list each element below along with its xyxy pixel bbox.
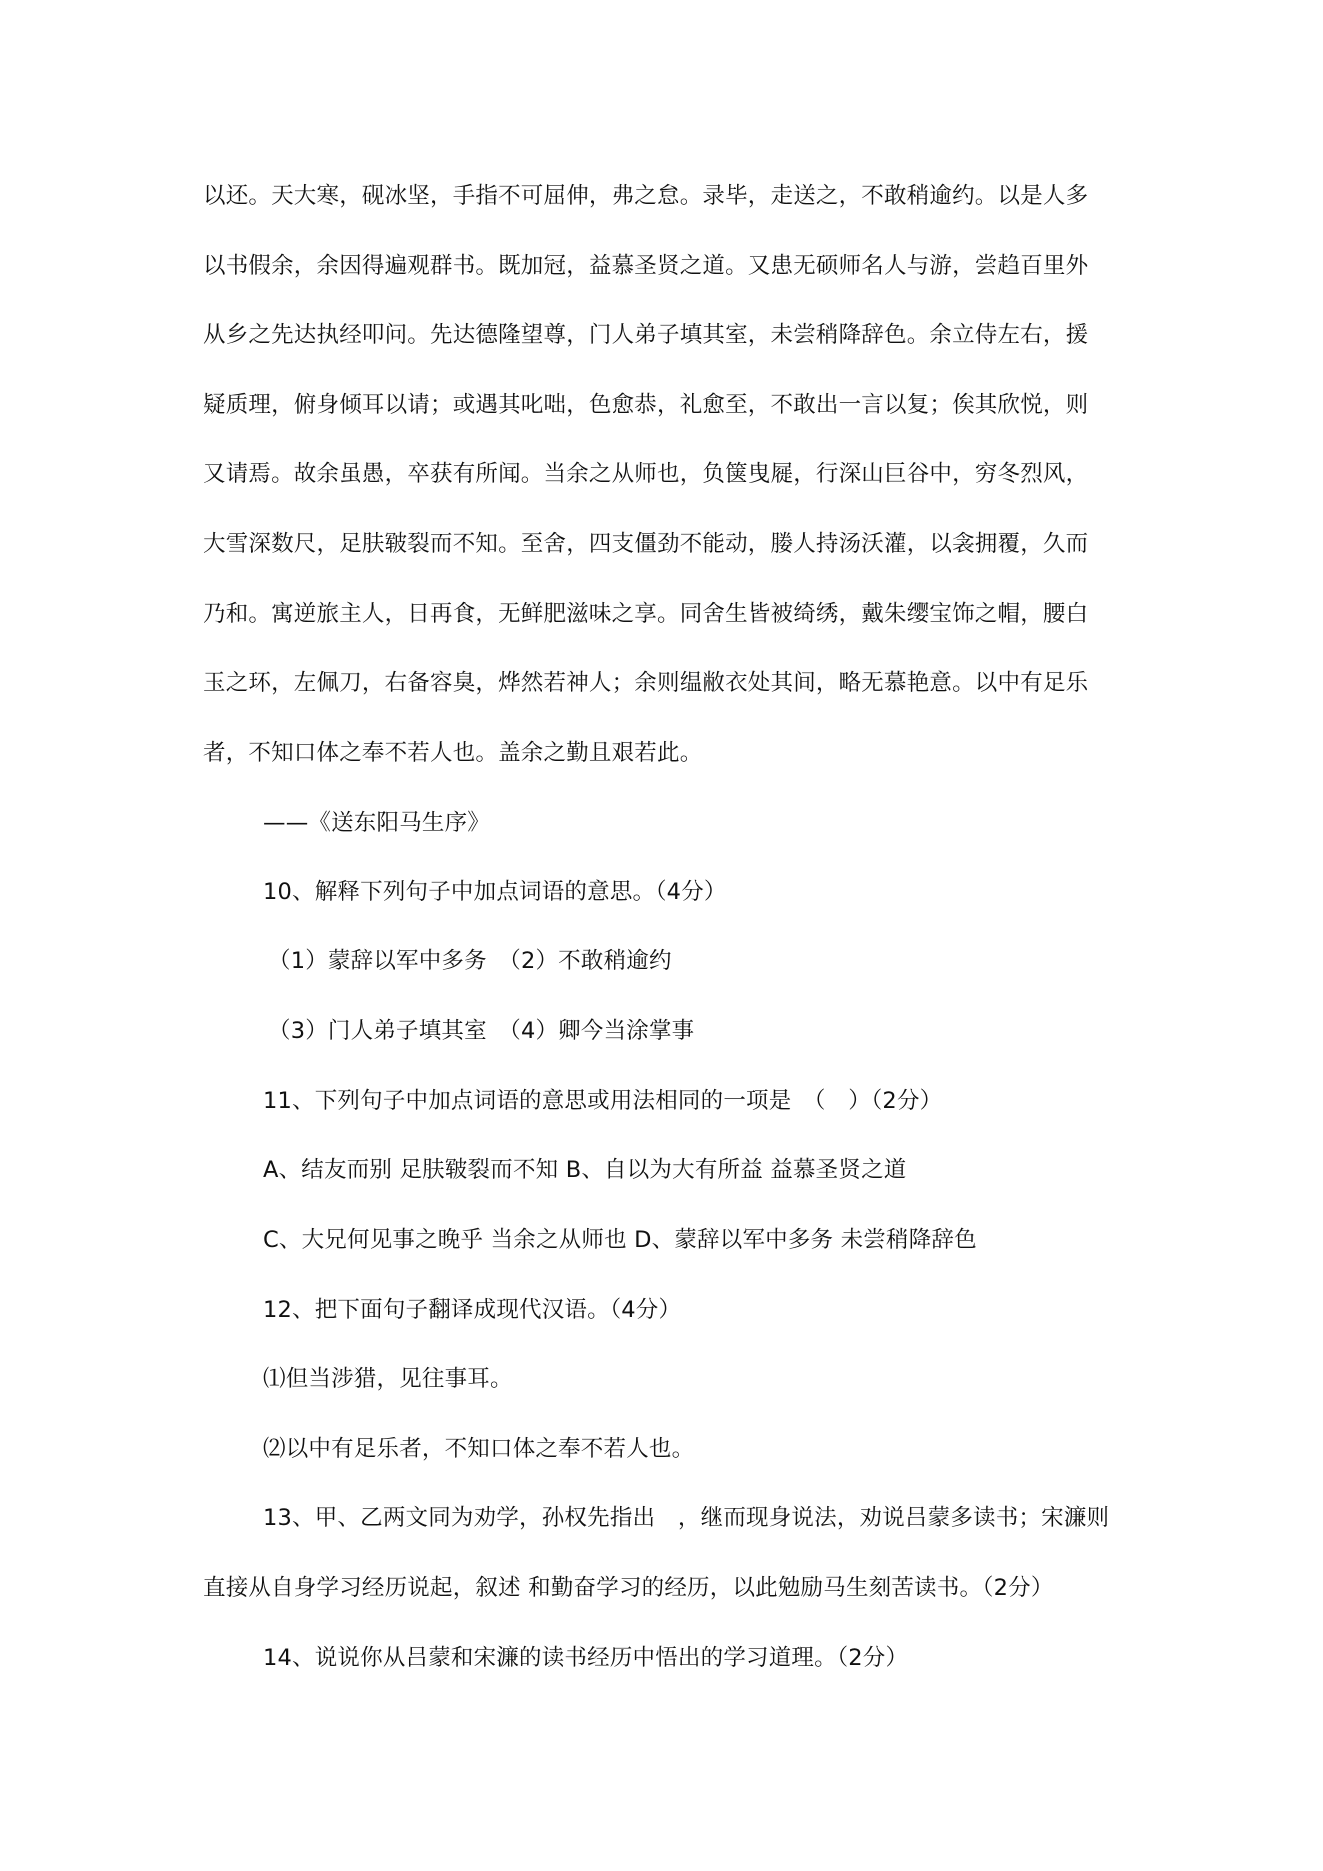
question-10-row-2: （3）门人弟子填其室 （4）卿今当涂掌事 (268, 1018, 695, 1044)
passage-line-4: 疑质理，俯身倾耳以请；或遇其叱咄，色愈恭，礼愈至，不敢出一言以复；俟其欣悦，则 (203, 392, 1089, 418)
passage-line-1: 以还。天大寒，砚冰坚，手指不可屈伸，弗之怠。录毕，走送之，不敢稍逾约。以是人多 (203, 183, 1089, 209)
question-13-line-1: 13、甲、乙两文同为劝学，孙权先指出 ，继而现身说法，劝说吕蒙多读书；宋濂则 (263, 1505, 1110, 1531)
question-14-stem: 14、说说你从吕蒙和宋濂的读书经历中悟出的学习道理。（2分） (263, 1645, 909, 1671)
passage-line-6: 大雪深数尺，足肤皲裂而不知。至舍，四支僵劲不能动，媵人持汤沃灌，以衾拥覆，久而 (203, 531, 1089, 557)
question-12-item-1: ⑴但当涉猎，见往事耳。 (263, 1366, 513, 1392)
question-10-stem: 10、解释下列句子中加点词语的意思。（4分） (263, 879, 727, 905)
passage-line-3: 从乡之先达执经叩问。先达德隆望尊，门人弟子填其室，未尝稍降辞色。余立侍左右，援 (203, 322, 1089, 348)
question-12-item-2: ⑵以中有足乐者，不知口体之奉不若人也。 (263, 1436, 695, 1462)
question-11-options-cd: C、大兄何见事之晚乎 当余之从师也 D、蒙辞以军中多务 未尝稍降辞色 (263, 1227, 977, 1253)
passage-source: ——《送东阳马生序》 (263, 810, 491, 836)
passage-line-5: 又请焉。故余虽愚，卒获有所闻。当余之从师也，负箧曳屣，行深山巨谷中，穷冬烈风， (203, 461, 1089, 487)
question-11-options-ab: A、结友而别 足肤皲裂而不知 B、自以为大有所益 益慕圣贤之道 (263, 1157, 907, 1183)
passage-line-7: 乃和。寓逆旅主人，日再食，无鲜肥滋味之享。同舍生皆被绮绣，戴朱缨宝饰之帽，腰白 (203, 601, 1089, 627)
question-10-row-1: （1）蒙辞以军中多务 （2）不敢稍逾约 (268, 948, 672, 974)
passage-line-2: 以书假余，余因得遍观群书。既加冠，益慕圣贤之道。又患无硕师名人与游，尝趋百里外 (203, 253, 1089, 279)
question-12-stem: 12、把下面句子翻译成现代汉语。（4分） (263, 1297, 682, 1323)
passage-line-9: 者，不知口体之奉不若人也。盖余之勤且艰若此。 (203, 740, 703, 766)
passage-line-8: 玉之环，左佩刀，右备容臭，烨然若神人；余则缊敝衣处其间，略无慕艳意。以中有足乐 (203, 670, 1089, 696)
question-11-stem: 11、下列句子中加点词语的意思或用法相同的一项是 （ ）（2分） (263, 1088, 943, 1114)
question-13-line-2: 直接从自身学习经历说起，叙述 和勤奋学习的经历，以此勉励马生刻苦读书。（2分） (203, 1575, 1054, 1601)
